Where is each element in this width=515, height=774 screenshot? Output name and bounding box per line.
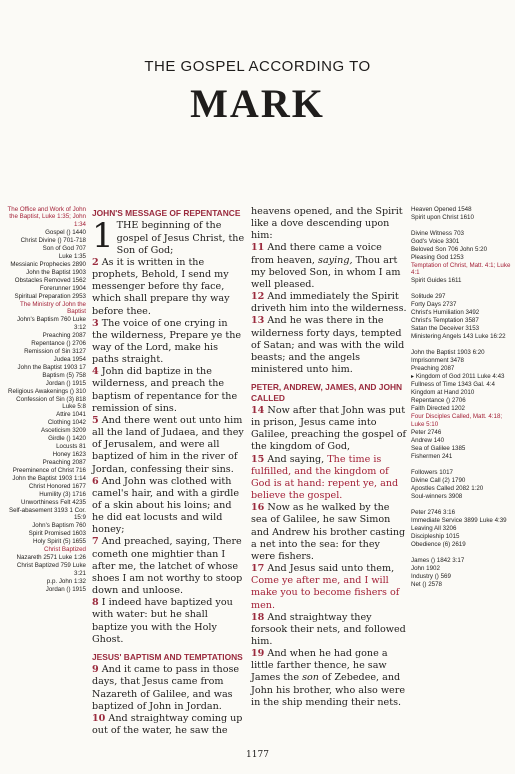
- verse-10-continued: heavens opened, and the Spirit like a dove descending upon him:: [251, 206, 403, 242]
- cross-reference: Imprisonment 3478: [411, 357, 464, 365]
- cross-reference: James () 1842 3:17: [411, 556, 465, 564]
- cross-reference: God's Voice 3301: [411, 238, 460, 245]
- cross-reference: Christ Honored 1677: [28, 483, 86, 491]
- cross-reference: The Ministry of John the Baptist: [19, 300, 86, 316]
- cross-reference: Christ Baptized: [44, 546, 86, 554]
- cross-reference: Kingdom at Hand 2010: [411, 389, 475, 397]
- verse-15: [251, 454, 407, 503]
- verse-text: As it is written in the prophets, Behold, I send my messenger before thy face, which shall prepare thy way before thee.: [92, 256, 230, 317]
- verse-12: [251, 291, 407, 315]
- cross-reference: Pleasing God 1253: [411, 254, 464, 261]
- cross-reference: [411, 341, 511, 348]
- cross-reference: John the Baptist 1903 6:20: [411, 349, 485, 357]
- verse-number: 18: [251, 611, 265, 623]
- verse-text: Now as he walked by the sea of Galilee, he saw Simon and Andrew his brother casting a net into the sea: for they were fishers.: [251, 502, 406, 562]
- section-heading: JESUS' BAPTISM AND TEMPTATIONS: [92, 651, 243, 662]
- cross-reference: Attire 1041: [56, 411, 86, 419]
- cross-reference: [411, 501, 511, 508]
- cross-reference: Beloved Son 706 John 5:20: [411, 246, 488, 253]
- cross-reference: [411, 285, 511, 292]
- verse-number: 12: [251, 291, 265, 303]
- verse-number: 5: [92, 414, 99, 426]
- verse-text: And saying,: [267, 453, 328, 465]
- verse-18: [251, 612, 407, 648]
- cross-reference: Repentance () 2706: [31, 339, 86, 347]
- cross-reference: Apostles Called 2082 1:20: [411, 484, 484, 492]
- verse-text: And there came a voice from heaven,: [251, 242, 382, 266]
- cross-reference: Clothing 1042: [47, 419, 86, 427]
- verse-text: I indeed have baptized you with water: but he shall baptize you with the Holy Ghost.: [92, 597, 233, 645]
- cross-reference: Preaching 2087: [42, 331, 86, 339]
- verse-number: 11: [251, 242, 265, 254]
- cross-reference: Spirit Guides 1611: [411, 277, 462, 285]
- cross-reference: Temptation of Christ, Matt. 4:1; Luke 4:1: [411, 262, 511, 277]
- verse-text: The voice of one crying in the wilderness, Prepare ye the way of the Lord, make his paths straight.: [92, 317, 242, 366]
- cross-reference: Christ's Humiliation 3492: [411, 309, 480, 317]
- book-title-prefix: THE GOSPEL ACCORDING TO: [144, 58, 371, 75]
- verse-text: And straightway coming up out of the water, he saw the: [92, 712, 243, 737]
- text-column-2: [251, 206, 407, 709]
- section-heading: PETER, ANDREW, JAMES, AND JOHN CALLED: [251, 382, 403, 403]
- verse-number: 16: [251, 502, 265, 514]
- verse-number: 3: [92, 317, 99, 329]
- verse-number: 14: [251, 405, 265, 416]
- cross-reference: Spirit upon Christ 1610: [411, 214, 474, 221]
- verse-number: 4: [92, 366, 99, 378]
- cross-reference: Preeminence of Christ 716: [12, 467, 86, 475]
- verse-16: [251, 502, 407, 563]
- verse-number: 7: [92, 536, 99, 548]
- cross-reference: Gospel () 1440: [45, 228, 86, 236]
- cross-reference: Christ's Temptation 3587: [411, 317, 479, 325]
- cross-reference: Peter 2746: [411, 428, 442, 436]
- cross-reference: Peter 2746 3:16: [411, 508, 456, 516]
- cross-reference: Religious Awakenings () 310: [8, 387, 86, 395]
- cross-reference: Followers 1017: [411, 468, 453, 476]
- cross-reference: Soul-winners 3908: [411, 492, 463, 500]
- verse-number: 17: [251, 563, 265, 575]
- verse-8: [92, 597, 246, 646]
- cross-reference: Obstacles Removed 1562: [14, 276, 86, 284]
- cross-reference: Net () 2578: [411, 580, 442, 588]
- cross-reference: Confession of Sin (3) 818 Luke 5:8: [16, 395, 86, 411]
- verse-11: [251, 242, 407, 291]
- right-cross-references: [411, 206, 511, 589]
- verse-text: And when he had gone a little farther thence, he saw James the: [251, 648, 388, 684]
- section-heading: JOHN'S MESSAGE OF REPENTANCE: [92, 208, 241, 218]
- cross-reference: Baptism (5) 758: [42, 371, 86, 379]
- cross-reference: Self-abasement 3193 1 Cor. 15:9: [8, 507, 86, 522]
- cross-reference: Heaven Opened 1548: [411, 206, 472, 213]
- cross-reference: Remission of Sin 3127: [24, 347, 86, 355]
- cross-reference: [411, 222, 511, 229]
- verse-number: 13: [251, 315, 265, 327]
- left-cross-references: [6, 206, 86, 594]
- verse-text: And preached, saying, There cometh one mightier than I after me, the latchet of whose shoes I am not worthy to stoop down and unloose.: [92, 536, 243, 597]
- verse-text: THE beginning of the gospel of Jesus Christ, the Son of God;: [116, 220, 245, 256]
- cross-reference: Christ Divine () 701-718: [20, 236, 86, 244]
- verse-text: John did baptize in the wilderness, and preach the baptism of repentance for the remission of sins.: [92, 366, 238, 414]
- cross-reference: Spiritual Preparation 2953: [14, 292, 86, 300]
- cross-reference: Humility (3) 1716: [39, 491, 86, 499]
- verse-10: [92, 713, 246, 737]
- verse-number: 2: [92, 256, 99, 268]
- cross-reference: Son of God 707: [42, 244, 86, 252]
- cross-reference: Andrew 140: [411, 436, 445, 444]
- cross-reference: [411, 461, 511, 468]
- cross-reference: Jordan () 1915: [45, 379, 86, 387]
- cross-reference: Obedience (6) 2619: [411, 540, 466, 548]
- cross-reference: Divine Call (2) 1790: [411, 476, 466, 484]
- cross-reference: John the Baptist 1903 1:14: [12, 475, 86, 483]
- verse-19: [251, 648, 407, 709]
- cross-reference: John's Baptism 760 Luke 3:12: [17, 316, 86, 331]
- cross-reference: Divine Witness 703: [411, 230, 464, 237]
- cross-reference: Unworthiness Felt 4235: [20, 499, 86, 507]
- cross-reference: Honey 1623: [52, 451, 86, 459]
- verse-italic: son: [302, 672, 319, 684]
- cross-reference: Forerunner 1904: [39, 284, 86, 292]
- cross-reference: Satan the Deceiver 3153: [411, 325, 480, 333]
- verse-7: [92, 536, 246, 597]
- verse-9: [92, 664, 246, 713]
- verse-3: [92, 318, 246, 367]
- cross-reference: John the Baptist 1903 17: [17, 363, 86, 371]
- cross-reference: John 1902: [411, 564, 440, 572]
- cross-reference: Judea 1954: [53, 355, 86, 363]
- cross-reference: Christ Baptized 759 Luke 3:21: [16, 562, 86, 577]
- cross-reference: Leaving All 3206: [411, 524, 457, 532]
- cross-reference: Messianic Prophecies 2890: [10, 260, 86, 268]
- cross-reference: Solitude 297: [411, 293, 446, 301]
- cross-reference: Industry () 569: [411, 572, 451, 580]
- cross-reference: Preaching 2087: [411, 365, 455, 373]
- words-of-christ: The time is fulfilled, and the kingdom of God is at hand: repent ye, and believe the gospel.: [251, 453, 399, 502]
- verse-5: [92, 415, 246, 476]
- verse-2: [92, 257, 246, 318]
- verse-number: 10: [92, 712, 106, 724]
- drop-cap: 1: [92, 216, 114, 257]
- cross-reference: Luke 1:35: [58, 252, 86, 260]
- verse-text: And straightway they forsook their nets, and followed him.: [251, 611, 406, 647]
- cross-reference: Discipleship 1015: [411, 532, 460, 540]
- verse-4: [92, 366, 246, 415]
- cross-reference: Fullness of Time 1343 Gal. 4:4: [411, 381, 495, 389]
- cross-reference: Locusts 81: [56, 443, 86, 451]
- verse-6: [92, 476, 246, 537]
- verse-13: [251, 315, 407, 376]
- verse-14: [251, 405, 407, 454]
- cross-reference: The Office and Work of John the Baptist, Luke 1:35; John 1:34: [7, 206, 86, 228]
- page-number: 1177: [246, 750, 269, 760]
- verse-number: 19: [251, 648, 265, 660]
- cross-reference: Forty Days 2737: [411, 301, 457, 309]
- cross-reference: Fishermen 241: [411, 452, 453, 460]
- cross-reference: Repentance () 2706: [411, 397, 466, 405]
- cross-reference: John the Baptist 1903: [26, 268, 86, 276]
- cross-reference: Faith Directed 1202: [411, 405, 465, 413]
- words-of-christ: Come ye after me, and I will make you to become fishers of men.: [251, 575, 400, 611]
- cross-reference: Immediate Service 3899 Luke 4:39: [411, 516, 507, 524]
- cross-reference: [411, 549, 511, 556]
- verse-number: 15: [251, 453, 265, 465]
- cross-reference: Spirit Promised 1603: [28, 530, 86, 538]
- cross-reference: John's Baptism 760: [32, 522, 86, 530]
- cross-reference: Holy Spirit (5) 1655: [33, 538, 86, 546]
- cross-reference: p.p. John 1:32: [46, 577, 86, 585]
- cross-reference: Jordan () 1915: [45, 585, 86, 593]
- cross-reference: Preaching 2087: [42, 459, 86, 467]
- verse-number: 9: [92, 664, 99, 676]
- verse-text: And there went out unto him all the land of Judaea, and they of Jerusalem, and were all baptized of him in the river of Jordan, confessing their sins.: [92, 414, 244, 475]
- verse-17: [251, 563, 407, 612]
- cross-reference: Nazareth 2571 Luke 1:26: [16, 554, 86, 562]
- cross-reference: Girdle () 1420: [48, 435, 86, 443]
- verse-text: Thou art my beloved Son, in whom I am well pleased.: [251, 254, 401, 290]
- verse-text: And it came to pass in those days, that Jesus came from Nazareth of Galilee, and was baptized of John in Jordan.: [92, 664, 240, 712]
- cross-reference: ▸ Kingdom of God 2011 Luke 4:43: [411, 373, 505, 381]
- cross-reference: Four Disciples Called, Matt. 4:18; Luke 5:10: [411, 413, 503, 428]
- verse-text: And John was clothed with camel's hair, and with a girdle of a skin about his loins; and he did eat locusts and wild honey;: [92, 475, 240, 536]
- cross-reference: Sea of Galilee 1385: [411, 444, 466, 452]
- verse-italic: saying,: [318, 254, 353, 266]
- cross-reference: Asceticism 3209: [40, 427, 86, 435]
- verse-text: And he was there in the wilderness forty days, tempted of Satan; and was with the wild beasts; and the angels ministered unto him.: [251, 315, 405, 376]
- verse-1: [92, 216, 246, 257]
- verse-number: 8: [92, 597, 99, 609]
- book-title: MARK: [190, 81, 325, 126]
- verse-text: And Jesus said unto them,: [267, 563, 395, 575]
- verse-text: And immediately the Spirit driveth him into the wilderness.: [251, 291, 407, 315]
- verse-number: 6: [92, 475, 99, 487]
- verse-text: of Zebedee, and John his brother, who also were in the ship mending their nets.: [251, 672, 406, 708]
- cross-reference: Ministering Angels 143 Luke 16:22: [411, 333, 506, 341]
- text-column-1: [92, 206, 246, 737]
- verse-text: Now after that John was put in prison, Jesus came into Galilee, preaching the gospel of the kingdom of God,: [251, 405, 407, 453]
